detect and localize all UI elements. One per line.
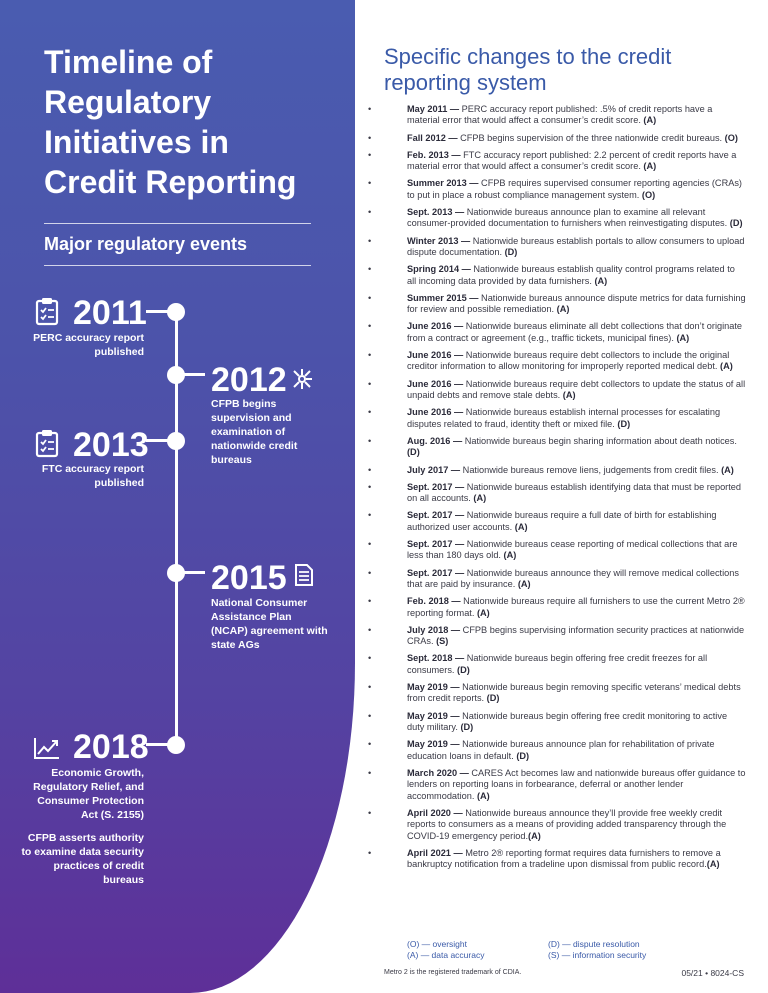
event-note-2018: CFPB asserts authority to examine data security practices of credit bureaus: [21, 832, 144, 886]
list-item: • June 2016 — Nationwide bureaus require debt collectors to include the original creditor information to allow monitoring for improperly reported medical debt. (A): [368, 350, 746, 373]
list-item: • June 2016 — Nationwide bureaus eliminate all debt collections that don’t originate from a contract or agreement (e.g., traffic tickets, municipal fines). (A): [368, 321, 746, 344]
timeline-connector-2012: [177, 373, 205, 376]
page-title: Timeline of Regulatory Initiatives in Credit Reporting: [44, 44, 297, 200]
subtitle-divider: [44, 265, 311, 266]
list-item: • Spring 2014 — Nationwide bureaus establish quality control programs related to all incoming data provided by data furnishers. (A): [368, 264, 746, 287]
event-text-2015: National Consumer Assistance Plan (NCAP) agreement with state AGs: [211, 597, 328, 651]
list-item: • May 2019 — Nationwide bureaus announce plan for rehabilitation of private education loans in default. (D): [368, 739, 746, 762]
list-item: • Sept. 2017 — Nationwide bureaus establish identifying data that must be reported on all accounts. (A): [368, 482, 746, 505]
timeline-connector-2018: [146, 743, 170, 746]
list-item: • Sept. 2018 — Nationwide bureaus begin offering free credit freezes for all consumers. (D): [368, 653, 746, 676]
timeline-panel: [0, 0, 355, 993]
event-year-2018: 2018: [73, 728, 149, 766]
list-item: • June 2016 — Nationwide bureaus require debt collectors to update the status of all unpaid debts and remove stale debts. (A): [368, 379, 746, 402]
event-text-2013: FTC accuracy report published: [41, 463, 144, 489]
event-year-2012: 2012: [211, 361, 287, 399]
legend-left: [407, 939, 484, 961]
event-year-2013: 2013: [73, 426, 149, 464]
title-divider: [44, 223, 311, 224]
legend-information-security: (S) — information security: [548, 950, 647, 960]
event-year-2015: 2015: [211, 559, 287, 597]
list-item: • Feb. 2018 — Nationwide bureaus require all furnishers to use the current Metro 2® reporting format. (A): [368, 596, 746, 619]
list-item: • July 2018 — CFPB begins supervising information security practices at nationwide CRAs. (S): [368, 625, 746, 648]
document-icon: [294, 563, 314, 587]
list-item: • April 2021 — Metro 2® reporting format requires data furnishers to remove a bankruptcy notification from a tradeline upon dismissal from public record.(A): [368, 848, 746, 871]
cfpb-logo-icon: [290, 367, 314, 391]
list-item: • Sept. 2013 — Nationwide bureaus announce plan to examine all relevant consumer-provided documentation to furnishers when reinvestigating disputes. (D): [368, 207, 746, 230]
changes-heading: Specific changes to the credit reporting system: [384, 44, 672, 95]
list-item: • Winter 2013 — Nationwide bureaus establish portals to allow consumers to upload dispute documentation. (D): [368, 236, 746, 259]
event-year-2011: 2011: [73, 294, 147, 332]
list-item: • Feb. 2013 — FTC accuracy report published: 2.2 percent of credit reports have a material error that would affect a consumer’s credit score. (A): [368, 150, 746, 173]
list-item: • July 2017 — Nationwide bureaus remove liens, judgements from credit files. (A): [368, 465, 746, 476]
event-text-2018: Economic Growth, Regulatory Relief, and Consumer Protection Act (S. 2155): [33, 767, 144, 821]
clipboard-icon: [35, 296, 59, 326]
list-item: • Summer 2013 — CFPB requires supervised consumer reporting agencies (CRAs) to put in place a robust compliance management system. (O): [368, 178, 746, 201]
list-item: • Summer 2015 — Nationwide bureaus announce dispute metrics for data furnishing for review and possible remediation. (A): [368, 293, 746, 316]
event-text-2012: CFPB begins supervision and examination of nationwide credit bureaus: [211, 398, 298, 466]
document-code: 05/21 • 8024-CS: [681, 968, 744, 978]
timeline-connector-2015: [177, 571, 205, 574]
list-item: • May 2019 — Nationwide bureaus begin removing specific veterans’ medical debts from credit reports. (D): [368, 682, 746, 705]
list-item: • April 2020 — Nationwide bureaus announce they’ll provide free weekly credit reports to consumers as a means of providing added transparency through the COVID-19 emergency period.(A): [368, 808, 746, 842]
trademark-note: Metro 2 is the registered trademark of CDIA.: [384, 969, 522, 976]
legend-right: [548, 939, 646, 961]
list-item: • March 2020 — CARES Act becomes law and nationwide bureaus offer guidance to lenders on reporting loans in forbearance, deferral or another lender accommodation. (A): [368, 768, 746, 802]
list-item: • May 2019 — Nationwide bureaus begin offering free credit monitoring to active duty military. (D): [368, 711, 746, 734]
list-item: • Sept. 2017 — Nationwide bureaus cease reporting of medical collections that are less than 180 days old. (A): [368, 539, 746, 562]
timeline-connector-2011: [146, 310, 170, 313]
list-item: • Aug. 2016 — Nationwide bureaus begin sharing information about death notices. (D): [368, 436, 746, 459]
legend-data-accuracy: (A) — data accuracy: [407, 950, 485, 960]
event-text-2011: PERC accuracy report published: [33, 332, 144, 358]
trend-chart-icon: [33, 736, 61, 760]
changes-list: [368, 104, 746, 876]
list-item: • Fall 2012 — CFPB begins supervision of the three nationwide credit bureaus. (O): [368, 133, 746, 144]
section-subtitle: Major regulatory events: [44, 234, 248, 254]
list-item: • June 2016 — Nationwide bureaus establish internal processes for escalating disputes related to fraud, identity theft or mixed file. (D): [368, 407, 746, 430]
list-item: • Sept. 2017 — Nationwide bureaus announce they will remove medical collections that are paid by insurance. (A): [368, 568, 746, 591]
timeline-connector-2013: [146, 439, 170, 442]
list-item: • May 2011 — PERC accuracy report published: .5% of credit reports have a material error that would affect a consumer’s credit score. (A): [368, 104, 746, 127]
legend-oversight: (O) — oversight: [407, 939, 467, 949]
clipboard-icon: [35, 428, 59, 458]
list-item: • Sept. 2017 — Nationwide bureaus require a full date of birth for establishing authorized user accounts. (A): [368, 510, 746, 533]
legend-dispute-resolution: (D) — dispute resolution: [548, 939, 640, 949]
